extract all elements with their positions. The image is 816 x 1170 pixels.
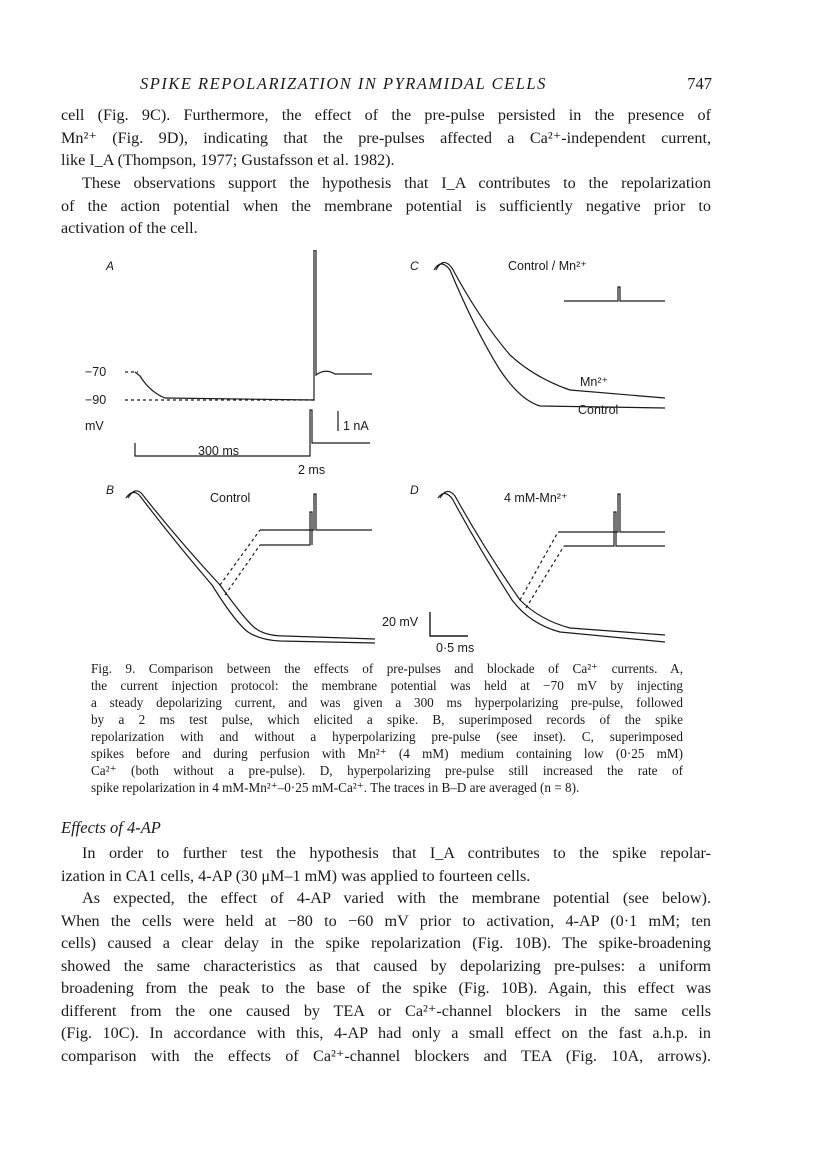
scale-bar xyxy=(430,612,468,636)
inset-c xyxy=(564,287,665,301)
trace-c-label-mn: Mn²⁺ xyxy=(580,375,609,389)
trace-c-label-control: Control xyxy=(578,403,619,417)
text-line: Mn²⁺ (Fig. 9D), indicating that the pre-pulses affected a Ca²⁺-independent current, xyxy=(61,128,711,147)
section-heading: Effects of 4-AP xyxy=(61,818,161,837)
inset-b-2 xyxy=(260,512,312,545)
panel-c-label: C xyxy=(410,259,419,273)
text-line: cells) caused a clear delay in the spike repolarization (Fig. 10B). The spike-broadening xyxy=(61,934,711,952)
trace-b-label: Control xyxy=(210,491,251,505)
inset-b-1 xyxy=(260,494,372,530)
panel-a-label: A xyxy=(106,259,115,273)
text-line: activation of the cell. xyxy=(61,219,198,237)
trace-b-2 xyxy=(126,492,375,643)
trace-d-2 xyxy=(438,493,665,642)
voltage-trace-a xyxy=(135,250,372,400)
text-line: of the action potential when the membrane potential is sufficiently negative prior to xyxy=(61,196,711,215)
panel-a-traces xyxy=(125,250,372,456)
running-title: SPIKE REPOLARIZATION IN PYRAMIDAL CELLS xyxy=(140,74,547,93)
text-line: different from the one caused by TEA or Ca²⁺-channel blockers in the same cells xyxy=(61,1001,711,1020)
text-line: comparison with the effects of Ca²⁺-channel blockers and TEA (Fig. 10A, arrows). xyxy=(61,1046,711,1065)
figure-9 xyxy=(80,250,680,660)
trace-c-control xyxy=(434,264,665,408)
trace-d-label: 4 mM-Mn²⁺ xyxy=(504,491,568,505)
caption-line: the current injection protocol: the membrane potential was held at −70 mV by injecting xyxy=(91,678,683,693)
inset-d-2 xyxy=(564,512,665,546)
caption-line: by a 2 ms test pulse, which elicited a spike. B, superimposed records of the spike xyxy=(91,712,683,727)
figure-9-svg xyxy=(80,250,680,660)
figure-caption xyxy=(91,660,683,796)
paragraph-2 xyxy=(61,172,711,240)
text-line: (Fig. 10C). In accordance with this, 4-AP had only a small effect on the fast a.h.p. in xyxy=(61,1024,711,1042)
intro-paragraph xyxy=(61,104,711,172)
text-line: like I_A (Thompson, 1977; Gustafsson et al. 1982). xyxy=(61,151,395,169)
text-line: In order to further test the hypothesis that I_A contributes to the spike repolar- xyxy=(82,844,711,862)
panel-b-traces xyxy=(126,491,375,643)
current-trace-a xyxy=(135,410,370,456)
text-line: As expected, the effect of 4-AP varied with the membrane potential (see below). xyxy=(82,889,711,907)
caption-line: spike repolarization in 4 mM-Mn²⁺–0·25 mM-Ca²⁺. The traces in B–D are averaged (n = 8). xyxy=(91,780,580,795)
text-line: cell (Fig. 9C). Furthermore, the effect of the pre-pulse persisted in the presence of xyxy=(61,106,711,124)
scale-voltage-label: 20 mV xyxy=(382,615,419,629)
test-pulse-label: 2 ms xyxy=(298,463,326,477)
paragraph-4 xyxy=(61,887,711,1067)
caption-line: Fig. 9. Comparison between the effects of pre-pulses and blockade of Ca²⁺ currents. A, xyxy=(91,661,683,676)
panel-c-traces xyxy=(434,262,665,408)
inset-d-1 xyxy=(558,494,665,532)
scale-time-label: 0·5 ms xyxy=(436,641,475,655)
v-label-70: −70 xyxy=(85,365,107,379)
dashed-connector-b1 xyxy=(220,530,260,585)
trace-d-1 xyxy=(440,491,665,635)
panel-d-traces xyxy=(438,491,665,642)
caption-line: spikes before and during perfusion with Mn²⁺ (4 mM) medium containing low (0·25 mM) xyxy=(91,746,683,761)
panel-b-label: B xyxy=(106,483,115,497)
text-line: These observations support the hypothesis that I_A contributes to the repolarization xyxy=(82,174,711,192)
panel-d-label: D xyxy=(410,483,419,497)
trace-c-mn xyxy=(436,262,665,398)
prepulse-duration-label: 300 ms xyxy=(198,444,239,458)
unit-label: mV xyxy=(85,419,104,433)
paragraph-3 xyxy=(61,842,711,887)
page-number: 747 xyxy=(687,74,712,93)
v-label-90: −90 xyxy=(85,393,107,407)
text-line: showed the same characteristics as that caused by depolarizing pre-pulses: a uniform xyxy=(61,956,711,975)
text-line: broadening from the peak to the base of the spike (Fig. 10B). Again, this effect was xyxy=(61,979,711,997)
trace-b-1 xyxy=(128,491,375,639)
inset-c-label: Control / Mn²⁺ xyxy=(508,259,587,273)
caption-line: repolarization with and without a hyperpolarizing pre-pulse (see inset). C, superimposed xyxy=(91,729,683,744)
text-line: ization in CA1 cells, 4-AP (30 μM–1 mM) was applied to fourteen cells. xyxy=(61,866,531,885)
dashed-connector-d2 xyxy=(526,546,564,608)
caption-line: Ca²⁺ (both without a pre-pulse). D, hyperpolarizing pre-pulse still increased the rate of xyxy=(91,763,683,778)
caption-line: a steady depolarizing current, and was given a 300 ms hyperpolarizing pre-pulse, followed xyxy=(91,695,683,710)
text-line: When the cells were held at −80 to −60 mV prior to activation, 4-AP (0·1 mM; ten xyxy=(61,911,711,930)
current-scale-label: 1 nA xyxy=(343,419,369,433)
